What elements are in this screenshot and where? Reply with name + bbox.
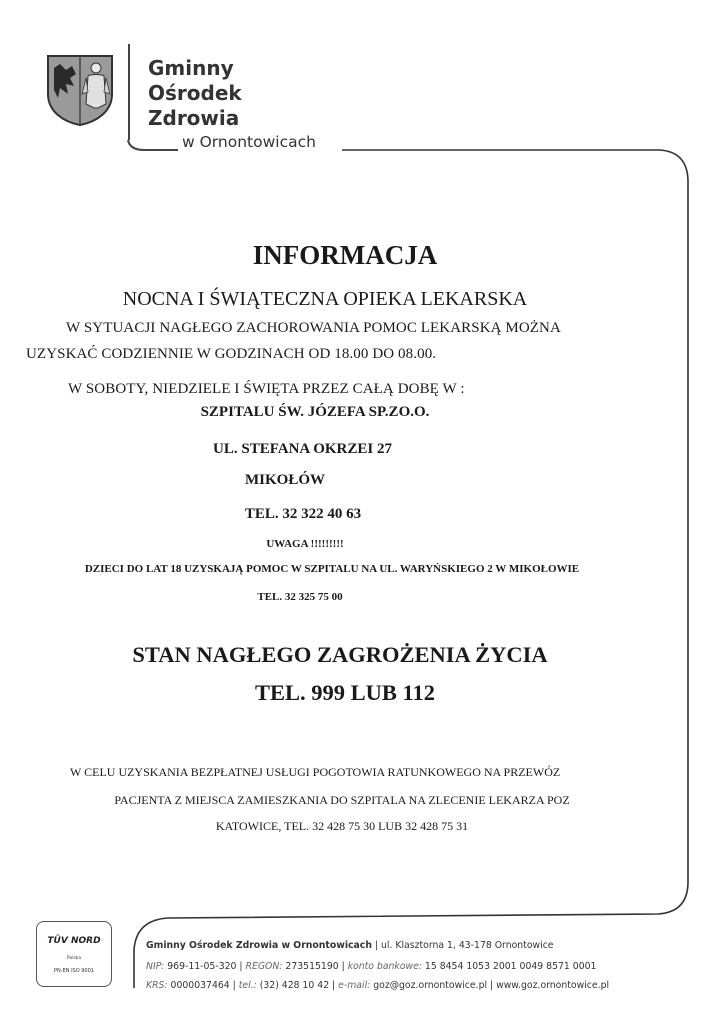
footer-label: konto bankowe: <box>347 961 422 972</box>
footer-regon: 273515190 | <box>282 961 348 972</box>
ambulance-info: W CELU UZYSKANIA BEZPŁATNEJ USŁUGI POGOTOWIA RATUNKOWEGO NA PRZEWÓZ <box>70 765 561 779</box>
page-title: INFORMACJA <box>252 240 438 270</box>
footer-label: KRS: <box>146 980 168 991</box>
organization-logo-text <box>148 56 242 131</box>
footer-label: REGON: <box>245 961 283 972</box>
footer-bank-account: 15 8454 1053 2001 0049 8571 0001 <box>421 961 597 972</box>
notice-paragraph: W SYTUACJI NAGŁEGO ZACHOROWANIA POMOC LEKARSKĄ MOŻNA <box>66 320 561 336</box>
emergency-phone: TEL. 999 LUB 112 <box>254 680 436 705</box>
certification-brand: TÜV NORD <box>47 936 101 946</box>
brand-line: Gminny <box>148 56 234 80</box>
children-info: DZIECI DO LAT 18 UZYSKAJĄ POMOC W SZPITALU NA UL. WARYŃSKIEGO 2 W MIKOŁOWIE <box>84 563 580 575</box>
footer-email: goz@goz.ornontowice.pl <box>370 980 488 991</box>
footer-phone: (32) 428 10 42 | <box>256 980 339 991</box>
certification-badge <box>36 921 112 987</box>
footer-label: e-mail: <box>338 980 371 991</box>
footer-line <box>146 940 554 951</box>
notice-paragraph: UZYSKAĆ CODZIENNIE W GODZINACH OD 18.00 DO 08.00. <box>26 346 437 362</box>
footer-website: | www.goz.ornontowice.pl <box>487 980 610 991</box>
brand-line: Zdrowia <box>148 106 240 130</box>
footer-nip: 969-11-05-320 | <box>164 961 246 972</box>
hospital-name: SZPITALU ŚW. JÓZEFA SP.ZO.O. <box>200 404 430 420</box>
notice-paragraph: W SOBOTY, NIEDZIELE I ŚWIĘTA PRZEZ CAŁĄ DOBĘ W : <box>68 381 465 397</box>
ambulance-info: PACJENTA Z MIEJSCA ZAMIESZKANIA DO SZPITALA NA ZLECENIE LEKARZA POZ <box>114 793 570 807</box>
hospital-phone: TEL. 32 322 40 63 <box>244 506 362 522</box>
footer-org-name: Gminny Ośrodek Zdrowia w Ornontowicach <box>146 940 372 951</box>
hospital-city: MIKOŁÓW <box>244 472 325 488</box>
footer-line <box>146 980 609 991</box>
footer-line <box>146 961 596 972</box>
hospital-street: UL. STEFANA OKRZEI 27 <box>213 441 392 457</box>
header-divider <box>128 44 130 140</box>
emergency-heading: STAN NAGŁEGO ZAGROŻENIA ŻYCIA <box>132 642 548 667</box>
organization-location: w Ornontowicach <box>182 133 316 151</box>
coat-of-arms-icon <box>46 54 114 126</box>
footer-label: tel.: <box>238 980 257 991</box>
ambulance-info: KATOWICE, TEL. 32 428 75 30 LUB 32 428 75 31 <box>215 819 469 833</box>
notice-subheading: NOCNA I ŚWIĄTECZNA OPIEKA LEKARSKA <box>122 288 528 310</box>
warning-label: UWAGA !!!!!!!!! <box>266 538 344 550</box>
certification-country: Polska <box>66 956 82 961</box>
brand-line: Ośrodek <box>148 81 242 105</box>
certification-standard: PN-EN ISO 9001 <box>54 968 94 974</box>
footer-address: | ul. Klasztorna 1, 43-178 Ornontowice <box>371 940 554 951</box>
children-phone: TEL. 32 325 75 00 <box>257 591 343 603</box>
footer-label: NIP: <box>146 961 165 972</box>
footer-krs: 0000037464 | <box>167 980 239 991</box>
